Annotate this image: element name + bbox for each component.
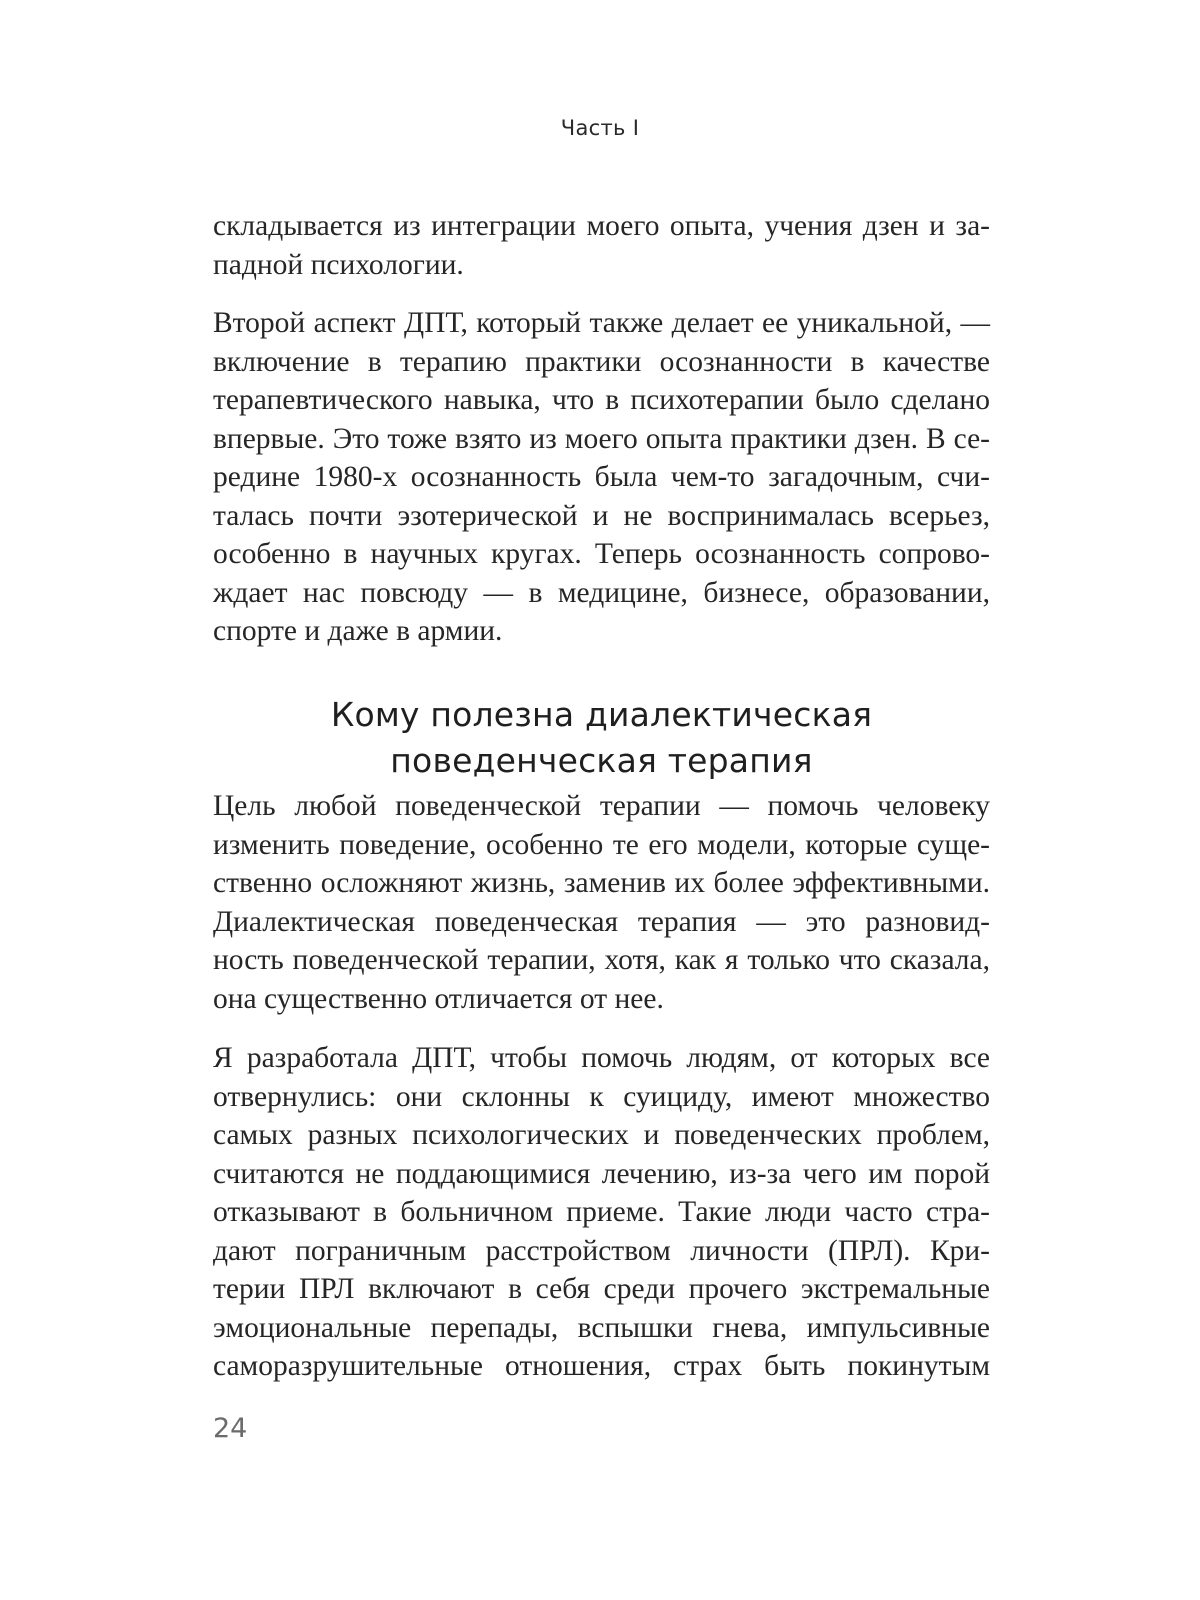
text-line: редине 1980-х осознанность была чем-то загадочным, счи- — [213, 461, 990, 493]
text-line: падной психологии. — [213, 248, 464, 281]
text-line: Диалектическая поведенческая терапия — это разновид- — [213, 905, 990, 938]
paragraph-3 — [213, 787, 990, 1018]
text-line: саморазрушительные отношения, страх быть покинутым — [213, 1350, 990, 1382]
text-line: складывается из интеграции моего опыта, учения дзен и за- — [213, 210, 990, 242]
text-line: самых разных психологических и поведенческих проблем, — [213, 1119, 990, 1151]
text-line: изменить поведение, особенно те его модели, которые суще- — [213, 828, 990, 861]
text-line: терии ПРЛ включают в себя среди прочего экстремальные — [213, 1273, 990, 1305]
text-line: талась почти эзотерической и не воспринималась всерьез, — [213, 499, 990, 532]
text-line: спорте и даже в армии. — [213, 615, 503, 647]
section-heading-line: Кому полезна диалектическая — [330, 695, 873, 734]
text-line: Второй аспект ДПТ, который также делает ее уникальной, — — [213, 307, 990, 339]
text-line: она существенно отличается от нее. — [213, 982, 664, 1015]
text-line: ждает нас повсюду — в медицине, бизнесе, образовании, — [213, 576, 990, 609]
paragraph-2 — [213, 304, 990, 651]
text-line: особенно в научных кругах. Теперь осознанность сопрово- — [213, 538, 990, 570]
text-line: отказывают в больничном приеме. Такие люди часто стра- — [213, 1196, 990, 1228]
text-line: ность поведенческой терапии, хотя, как я только что сказала, — [213, 944, 990, 976]
running-head: Часть I — [560, 116, 640, 140]
paragraph-1 — [213, 207, 990, 284]
text-line: ственно осложняют жизнь, заменив их более эффективными. — [213, 867, 990, 899]
paragraph-4 — [213, 1039, 990, 1386]
text-line: эмоциональные перепады, вспышки гнева, импульсивные — [213, 1311, 990, 1344]
text-line: терапевтического навыка, что в психотерапии было сделано — [213, 384, 990, 416]
text-line: считаются не поддающимися лечению, из-за чего им порой — [213, 1157, 990, 1190]
text-line: включение в терапию практики осознанности в качестве — [213, 345, 990, 378]
section-heading-line: поведенческая терапия — [390, 741, 813, 780]
text-line: Цель любой поведенческой терапии — помочь человеку — [213, 790, 990, 822]
section-heading — [213, 692, 990, 784]
text-line: Я разработала ДПТ, чтобы помочь людям, от которых все — [213, 1042, 990, 1074]
page-number: 24 — [213, 1413, 248, 1444]
text-line: отвернулись: они склонны к суициду, имеют множество — [213, 1080, 990, 1113]
text-line: дают пограничным расстройством личности (ПРЛ). Кри- — [213, 1234, 990, 1267]
text-line: впервые. Это тоже взято из моего опыта практики дзен. В се- — [213, 422, 990, 455]
